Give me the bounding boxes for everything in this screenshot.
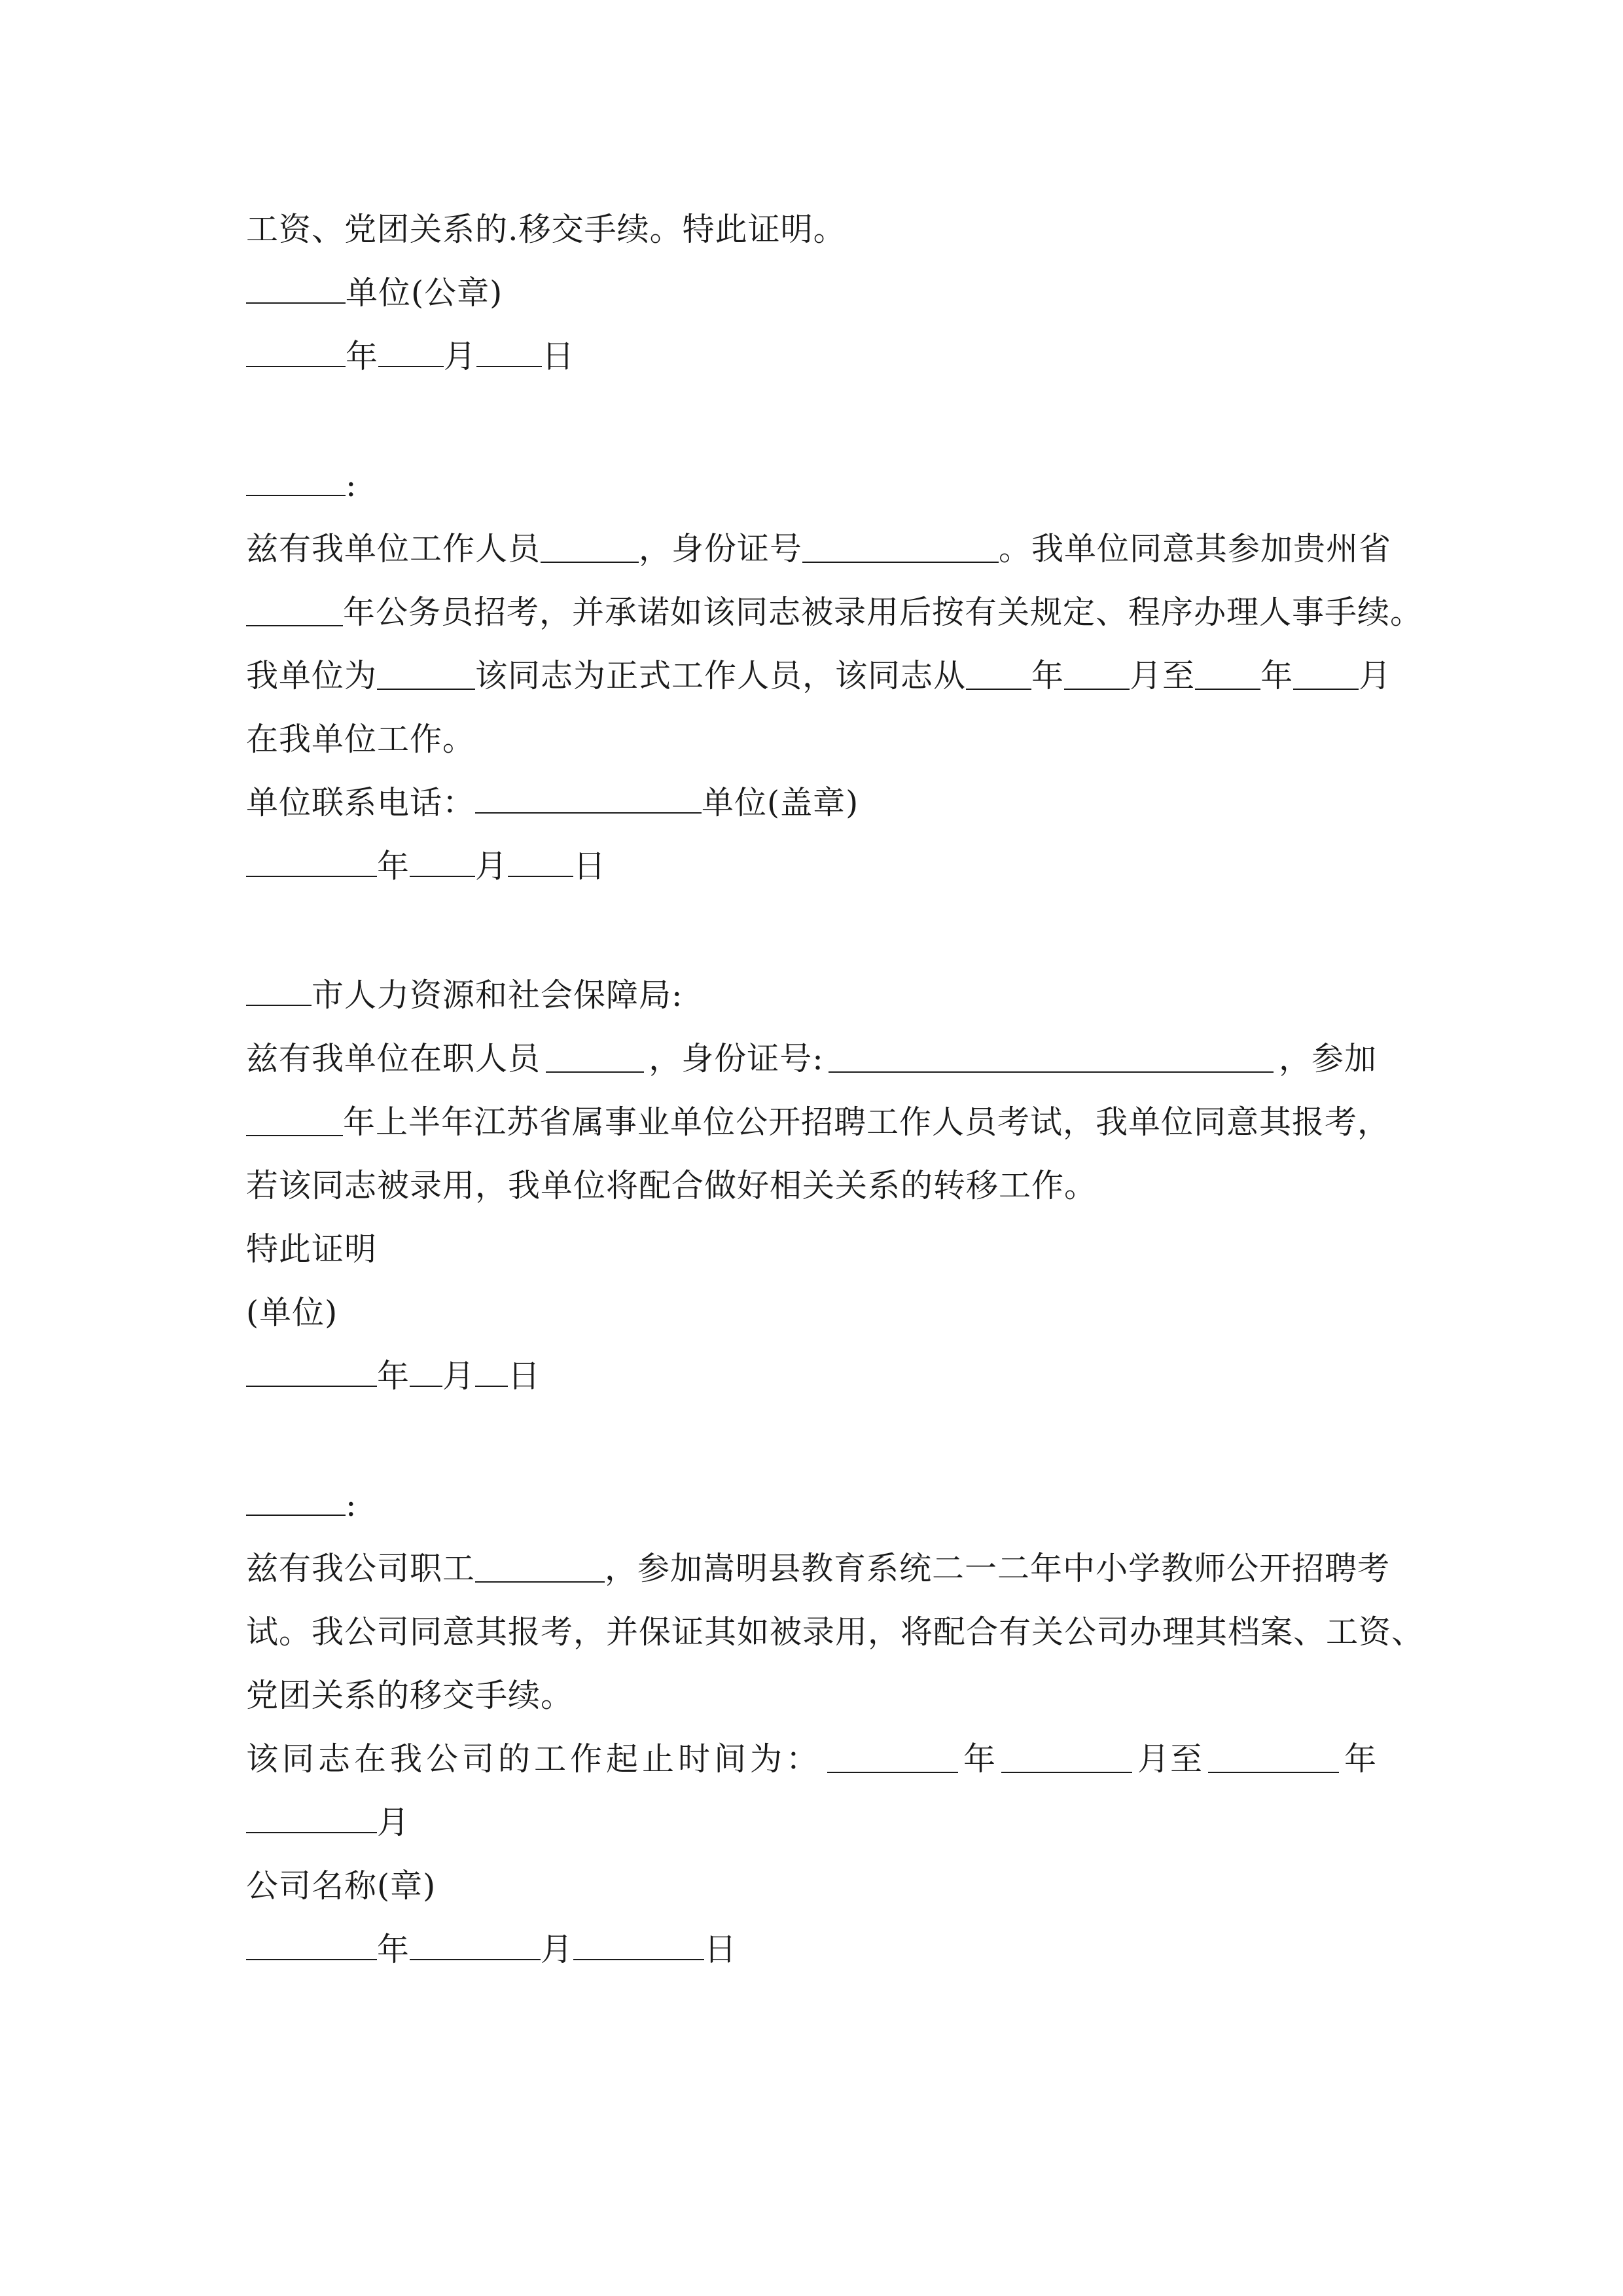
- text: 兹有我公司职工: [246, 1550, 476, 1587]
- month-label: 月: [541, 1931, 574, 1968]
- city-blank: [246, 978, 312, 1006]
- s3-date-line: [246, 1344, 1377, 1408]
- text: 该同志在我公司的工作起止时间为：: [246, 1740, 823, 1778]
- year-blank: [246, 1359, 377, 1387]
- month-blank: [1001, 1746, 1132, 1773]
- month-blank: [410, 1933, 541, 1960]
- text: 月: [1359, 657, 1392, 694]
- s2-date-line: [246, 834, 1377, 899]
- text: 兹有我单位在职人员: [246, 1040, 541, 1077]
- s4-para-line-4: [246, 1727, 1377, 1791]
- s1-line-1: [246, 198, 1377, 262]
- text: 若该同志被录用，我单位将配合做好相关关系的转移工作。: [246, 1167, 1097, 1204]
- month-blank: [1293, 662, 1359, 690]
- month-blank: [378, 340, 444, 367]
- month-blank: [1064, 662, 1130, 690]
- text: 年: [1344, 1740, 1377, 1778]
- unit-seal-label: 单位(公章): [346, 274, 503, 312]
- s2-para-line-1: [246, 517, 1392, 581]
- text: ，身份证号:: [649, 1040, 824, 1077]
- s4-para-line-3: [246, 1664, 1377, 1728]
- name-blank: [475, 1555, 605, 1583]
- text: 年公务员招考，并承诺如该同志被录用后按有关规定、程序办理人事手续。: [343, 594, 1423, 631]
- year-blank: [246, 850, 377, 877]
- day-blank: [573, 1933, 704, 1960]
- year-blank: [246, 1933, 377, 1960]
- day-blank: [508, 850, 573, 877]
- text: ，参加: [1278, 1040, 1377, 1077]
- text: 兹有我单位工作人员: [246, 530, 541, 567]
- colon: :: [346, 1486, 357, 1524]
- text: 试。我公司同意其报考，并保证其如被录用，将配合有关公司办理其档案、工资、: [246, 1613, 1425, 1651]
- month-label: 月: [444, 338, 477, 375]
- addressee-blank: [246, 1488, 346, 1516]
- day-label: 日: [573, 848, 607, 885]
- id-number-blank: [802, 535, 999, 563]
- text: 党团关系的移交手续。: [246, 1677, 574, 1714]
- s4-company-line: [246, 1854, 1377, 1918]
- s3-addressee-line: [246, 963, 1377, 1028]
- year-blank: [827, 1746, 958, 1773]
- text: 年: [963, 1740, 996, 1778]
- year-label: 年: [377, 1931, 410, 1968]
- month-blank: [246, 1806, 377, 1833]
- name-blank: [541, 535, 639, 563]
- s4-para-line-5: [246, 1791, 1377, 1855]
- month-label: 月: [475, 848, 508, 885]
- s4-date-line: [246, 1918, 1377, 1982]
- phone-blank: [475, 786, 702, 814]
- year-blank: [246, 1109, 343, 1136]
- s1-unit-line: [246, 261, 1377, 325]
- text: 月至: [1137, 1740, 1203, 1778]
- s2-phone-line: [246, 771, 1377, 835]
- id-number-blank: [829, 1045, 1274, 1073]
- text: 月: [377, 1804, 410, 1841]
- addressee: 市人力资源和社会保障局:: [312, 977, 683, 1014]
- day-label: 日: [508, 1357, 541, 1395]
- text: 年: [1031, 657, 1065, 694]
- phone-label: 单位联系电话：: [246, 784, 476, 821]
- year-label: 年: [346, 338, 379, 375]
- s2-para-line-3: [246, 644, 1392, 708]
- text: 。我单位同意其参加贵州省: [999, 530, 1392, 567]
- unit-label: (单位): [246, 1294, 338, 1331]
- year-blank: [246, 599, 343, 626]
- s4-para-line-2: [246, 1600, 1425, 1664]
- unit-blank: [246, 276, 346, 304]
- s1-text: 工资、党团关系的.移交手续。特此证明。: [246, 211, 846, 248]
- year-label: 年: [377, 1357, 410, 1395]
- day-blank: [476, 340, 542, 367]
- blank: [377, 662, 475, 690]
- month-blank: [410, 1359, 442, 1387]
- name-blank: [546, 1045, 644, 1073]
- year-blank: [246, 340, 346, 367]
- s4-para-line-1: [246, 1537, 1391, 1601]
- year-label: 年: [377, 848, 410, 885]
- text: 该同志为正式工作人员，该同志从: [475, 657, 967, 694]
- s3-para-line-1: [246, 1027, 1377, 1091]
- month-label: 月: [442, 1357, 476, 1395]
- text: ，参加嵩明县教育系统二一二年中小学教师公开招聘考: [605, 1550, 1391, 1587]
- day-label: 日: [542, 338, 575, 375]
- text: 我单位为: [246, 657, 378, 694]
- s3-unit-line: [246, 1281, 1377, 1345]
- s3-certify-line: [246, 1217, 1377, 1282]
- company-label: 公司名称(章): [246, 1867, 437, 1905]
- s3-para-line-3: [246, 1154, 1377, 1218]
- s2-addressee-line: [246, 454, 1377, 518]
- s1-date-line: [246, 325, 1377, 389]
- addressee-blank: [246, 469, 346, 496]
- year-blank: [966, 662, 1031, 690]
- seal-label: 单位(盖章): [702, 784, 859, 821]
- text: 年上半年江苏省属事业单位公开招聘工作人员考试，我单位同意其报考，: [343, 1103, 1391, 1141]
- year-blank: [1208, 1746, 1339, 1773]
- text: ，身份证号: [639, 530, 803, 567]
- text: 在我单位工作。: [246, 721, 476, 758]
- day-label: 日: [704, 1931, 738, 1968]
- month-blank: [410, 850, 475, 877]
- day-blank: [475, 1359, 508, 1387]
- text: 月至: [1130, 657, 1196, 694]
- s3-para-line-2: [246, 1090, 1391, 1155]
- certify-text: 特此证明: [246, 1230, 378, 1268]
- s2-para-line-4: [246, 708, 1377, 772]
- colon: :: [346, 467, 357, 504]
- text: 年: [1260, 657, 1294, 694]
- s2-para-line-2: [246, 581, 1423, 645]
- year-blank: [1195, 662, 1260, 690]
- s4-addressee-line: [246, 1473, 1377, 1537]
